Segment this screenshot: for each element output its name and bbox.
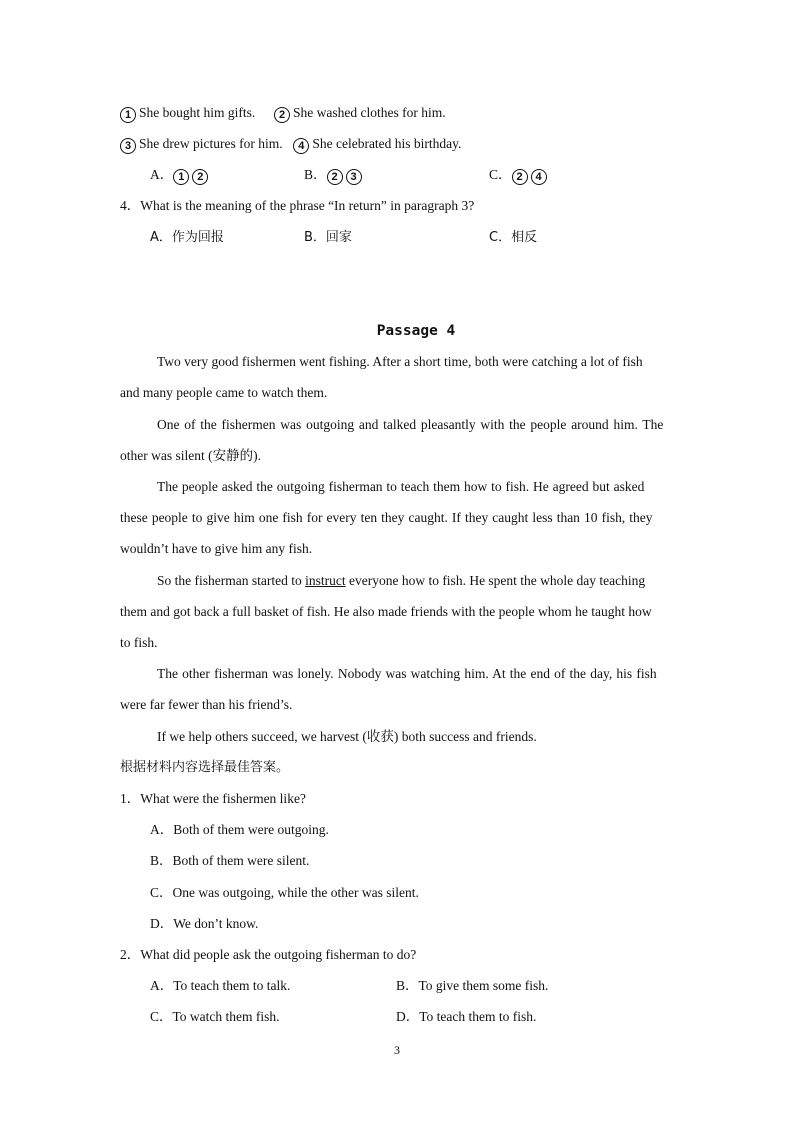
circled-number-1: 1 xyxy=(120,107,136,123)
passage-line-9: them and got back a full basket of fish. He also made friends with the people whom he taught how xyxy=(120,604,652,619)
passage-line-1: Two very good fishermen went fishing. After a short time, both were catching a lot of fish xyxy=(157,354,643,369)
q3-option-c[interactable] xyxy=(489,166,550,185)
option-label: A． xyxy=(150,167,174,182)
q2-option-a[interactable]: A．To teach them to talk. xyxy=(150,978,291,993)
option-label: B． xyxy=(304,167,327,182)
passage-line-6: these people to give him one fish for every ten they caught. If they caught less than 10 fish, they xyxy=(120,510,653,525)
question-1-stem: 1．What were the fishermen like? xyxy=(120,791,306,806)
q4-option-a[interactable]: A．作为回报 xyxy=(150,230,224,245)
page-number: 3 xyxy=(394,1043,400,1057)
passage-line-7: wouldn’t have to give him any fish. xyxy=(120,541,313,556)
q1-option-a[interactable]: A．Both of them were outgoing. xyxy=(150,822,329,837)
passage-line-11: The other fisherman was lonely. Nobody was watching him. At the end of the day, his fish xyxy=(157,666,657,681)
instruction: 根据材料内容选择最佳答案。 xyxy=(120,760,290,775)
q3-option-b[interactable] xyxy=(304,166,365,185)
circled-number-1: 1 xyxy=(173,169,189,185)
passage-line-13: If we help others succeed, we harvest (收获) both success and friends. xyxy=(157,729,537,744)
circled-number-2: 2 xyxy=(192,169,208,185)
q1-option-c[interactable]: C．One was outgoing, while the other was silent. xyxy=(150,885,419,900)
circled-number-3: 3 xyxy=(120,138,136,154)
statement-2: She washed clothes for him. xyxy=(293,105,446,120)
passage-title: Passage 4 xyxy=(376,323,456,339)
circled-number-4: 4 xyxy=(293,138,309,154)
q1-option-b[interactable]: B．Both of them were silent. xyxy=(150,853,310,868)
passage-line-12: were far fewer than his friend’s. xyxy=(120,697,293,712)
text-segment: everyone how to fish. He spent the whole day teaching xyxy=(348,573,646,588)
q3-option-a[interactable] xyxy=(150,166,211,185)
q1-option-d[interactable]: D．We don’t know. xyxy=(150,916,259,931)
passage-line-8 xyxy=(157,572,645,590)
q2-option-b[interactable]: B．To give them some fish. xyxy=(396,978,549,993)
q4-option-c[interactable]: C．相反 xyxy=(489,230,538,245)
circled-number-2: 2 xyxy=(274,107,290,123)
circled-number-4: 4 xyxy=(531,169,547,185)
passage-line-4: other was silent (安静的). xyxy=(120,448,261,463)
passage-line-5: The people asked the outgoing fisherman to teach them how to fish. He agreed but asked xyxy=(157,479,645,494)
q2-option-c[interactable]: C．To watch them fish. xyxy=(150,1009,280,1024)
circled-number-3: 3 xyxy=(346,169,362,185)
statement-3: She drew pictures for him. xyxy=(139,136,283,151)
statement-row-1 xyxy=(120,104,446,123)
q2-option-d[interactable]: D．To teach them to fish. xyxy=(396,1009,537,1024)
option-label: C． xyxy=(489,167,512,182)
question-4-stem: 4．What is the meaning of the phrase “In return” in paragraph 3? xyxy=(120,198,475,213)
statement-1: She bought him gifts. xyxy=(139,105,256,120)
question-2-stem: 2．What did people ask the outgoing fisherman to do? xyxy=(120,947,417,962)
passage-line-2: and many people came to watch them. xyxy=(120,385,328,400)
underlined-word-instruct: instruct xyxy=(305,573,346,588)
text-segment: So the fisherman started to xyxy=(157,573,302,588)
circled-number-2: 2 xyxy=(512,169,528,185)
passage-line-10: to fish. xyxy=(120,635,158,650)
circled-number-2: 2 xyxy=(327,169,343,185)
q4-option-b[interactable]: B．回家 xyxy=(304,230,352,245)
statement-row-2 xyxy=(120,135,461,154)
passage-line-3: One of the fishermen was outgoing and talked pleasantly with the people around him. The xyxy=(157,417,664,432)
statement-4: She celebrated his birthday. xyxy=(312,136,462,151)
